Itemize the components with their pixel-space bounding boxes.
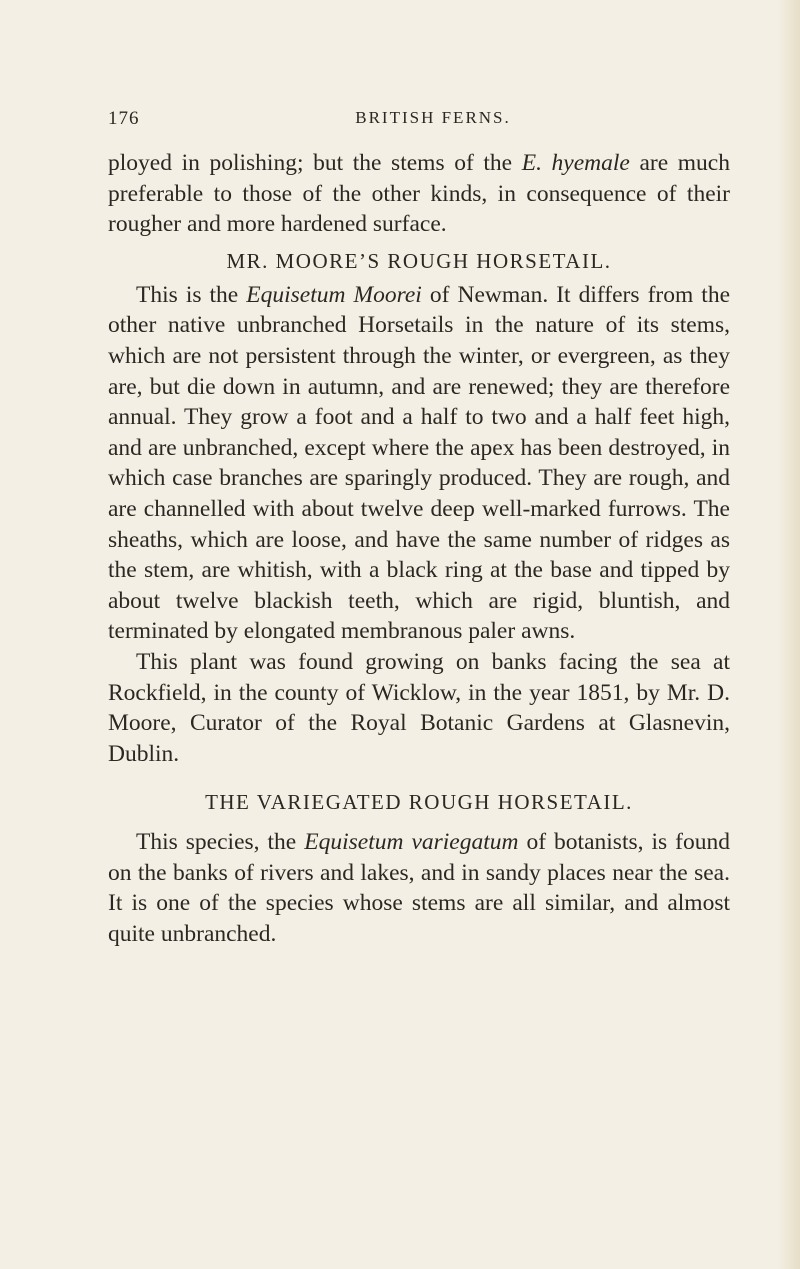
species-name: Equisetum variegatum — [304, 829, 519, 856]
species-name: E. hyemale — [521, 150, 630, 176]
paragraph-text: This is the — [136, 281, 247, 308]
running-head — [108, 108, 728, 138]
text-body — [108, 148, 730, 950]
paragraph-continued — [108, 148, 730, 240]
section-heading-moore: MR. MOORE’S ROUGH HORSETAIL. — [226, 248, 612, 273]
paragraph-description — [108, 280, 730, 647]
paragraph-variegated — [108, 827, 730, 949]
species-name: Equisetum Moorei — [246, 281, 422, 308]
page-edge-shadow — [778, 0, 800, 1269]
paragraph-text: of Newman. It differs from the other native unbranched Horsetails in the nature of its stems, which are not persistent through the winter, or evergreen, as they are, but die down in autumn, and are renewed; they are therefore annual. They grow a foot and a half to two and a half feet high, and are unbranched, except where the apex has been destroyed, in which case branches are sparingly produced. They are rough, and are channelled with about twelve deep well-marked furrows. The sheaths, which are loose, and have the same number of ridges as the stem, are whitish, with a black ring at the base and tipped by about twelve blackish teeth, which are rigid, bluntish, and terminated by elongated membranous paler awns. — [108, 281, 730, 645]
paragraph-text: ployed in polishing; but the stems of the — [108, 150, 522, 176]
paragraph-locality: This plant was found growing on banks facing the sea at Rockfield, in the county of Wicklow, in the year 1851, by Mr. D. Moore, Curator of the Royal Botanic Gardens at Glasnevin, Dublin. — [108, 648, 730, 767]
running-title: BRITISH FERNS. — [355, 108, 511, 127]
page-number: 176 — [108, 108, 140, 129]
paragraph-text: of botanists, is found on the banks of rivers and lakes, and in sandy places near the sea. It is one of the species whose stems are all similar, and almost quite unbranched. — [108, 829, 730, 948]
paragraph-text: This species, the — [136, 829, 305, 856]
section-heading-variegated: THE VARIEGATED ROUGH HORSETAIL. — [205, 790, 633, 815]
paragraph-text: are much preferable to those of the other kinds, in consequence of their rougher and more hardened surface. — [108, 150, 730, 238]
